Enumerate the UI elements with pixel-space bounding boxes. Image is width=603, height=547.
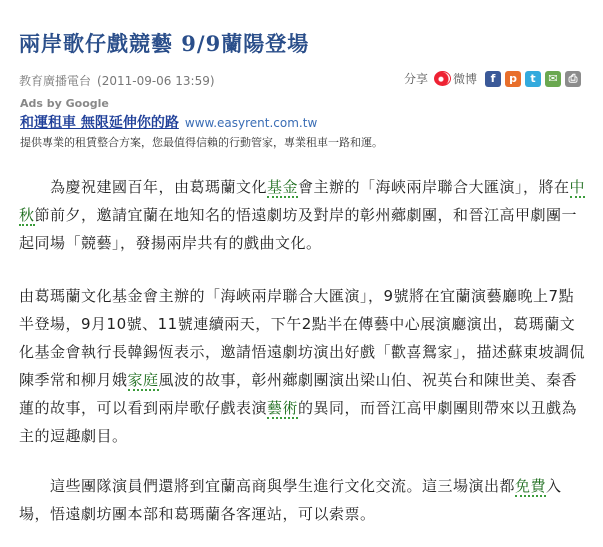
facebook-icon[interactable]: f [485,71,501,87]
p3-text-a: 這些團隊演員們還將到宜蘭高商與學生進行文化交流。這三場演出都 [19,477,516,495]
share-bar [404,70,581,87]
ad-url-link[interactable]: www.easyrent.com.tw [184,116,318,130]
keyword-link-midautumn[interactable]: 中秋 [19,178,586,224]
p3-text-b: 入場，悟遠劇坊團本部和葛瑪蘭各客運站，可以索票。 [19,477,562,523]
share-label: 分享 [403,72,428,86]
keyword-link-family[interactable]: 家庭 [127,371,159,389]
ad-description: 提供專業的租賃整合方案，您最值得信賴的行動管家，專業租車一路和運。 [20,136,383,149]
article-date: (2011-09-06 13:59) [97,74,215,88]
email-icon[interactable]: ✉ [545,71,561,87]
p2-text-c: 的異同，而晉江高甲劇團則帶來以丑戲為主的逗趣劇目。 [19,399,578,445]
plurk-icon[interactable]: p [505,71,521,87]
p2-text-a: 由葛瑪蘭文化基金會主辦的「海峽兩岸聯合大匯演」，9號將在宜蘭演藝廳晚上7點半登場，9月10號、11號連續兩天，下午2點半在傳藝中心展演廳演出，葛瑪蘭文化基金會執行長韓錫恆表示，邀請悟遠劇坊演出好戲「歡喜鴛家」，描述蘇東坡調侃陳季常和柳月娥 [19,287,586,389]
ad-title-link[interactable]: 和運租車 無限延伸你的路 [20,115,179,131]
weibo-icon [434,71,451,86]
twitter-icon[interactable]: t [525,71,541,87]
article-source: 教育廣播電台 [19,74,92,88]
article-meta [19,72,215,89]
weibo-label: 微博 [452,72,477,86]
keyword-link-art[interactable]: 藝術 [267,399,299,417]
p1-text-b: 會主辦的「海峽兩岸聯合大匯演」，將在 [298,178,570,196]
ads-header[interactable]: Ads by Google [20,97,109,110]
ad-line [20,112,590,132]
p2-text-b: 風波的故事，彰州薌劇團演出梁山伯、祝英台和陳世美、秦香蓮的故事，可以看到兩岸歌仔戲表演 [19,371,578,417]
print-icon[interactable]: ⎙ [565,71,581,87]
article-paragraph-2 [19,282,587,450]
p1-text-c: 節前夕，邀請宜蘭在地知名的悟遠劇坊及對岸的彰州薌劇團，和晉江高甲劇團一起同場「競藝」，發揚兩岸共有的戲曲文化。 [19,206,578,252]
page-title: 兩岸歌仔戲競藝 9/9蘭陽登場 [19,31,310,56]
share-weibo-button[interactable] [434,70,477,87]
keyword-link-fund[interactable]: 基金 [267,178,299,196]
article-paragraph-3 [19,472,587,528]
article-paragraph-1 [19,173,587,257]
keyword-link-free[interactable]: 免費 [515,477,547,495]
google-ad-block [20,97,590,150]
p1-text-a: 為慶祝建國百年，由葛瑪蘭文化 [19,178,268,196]
